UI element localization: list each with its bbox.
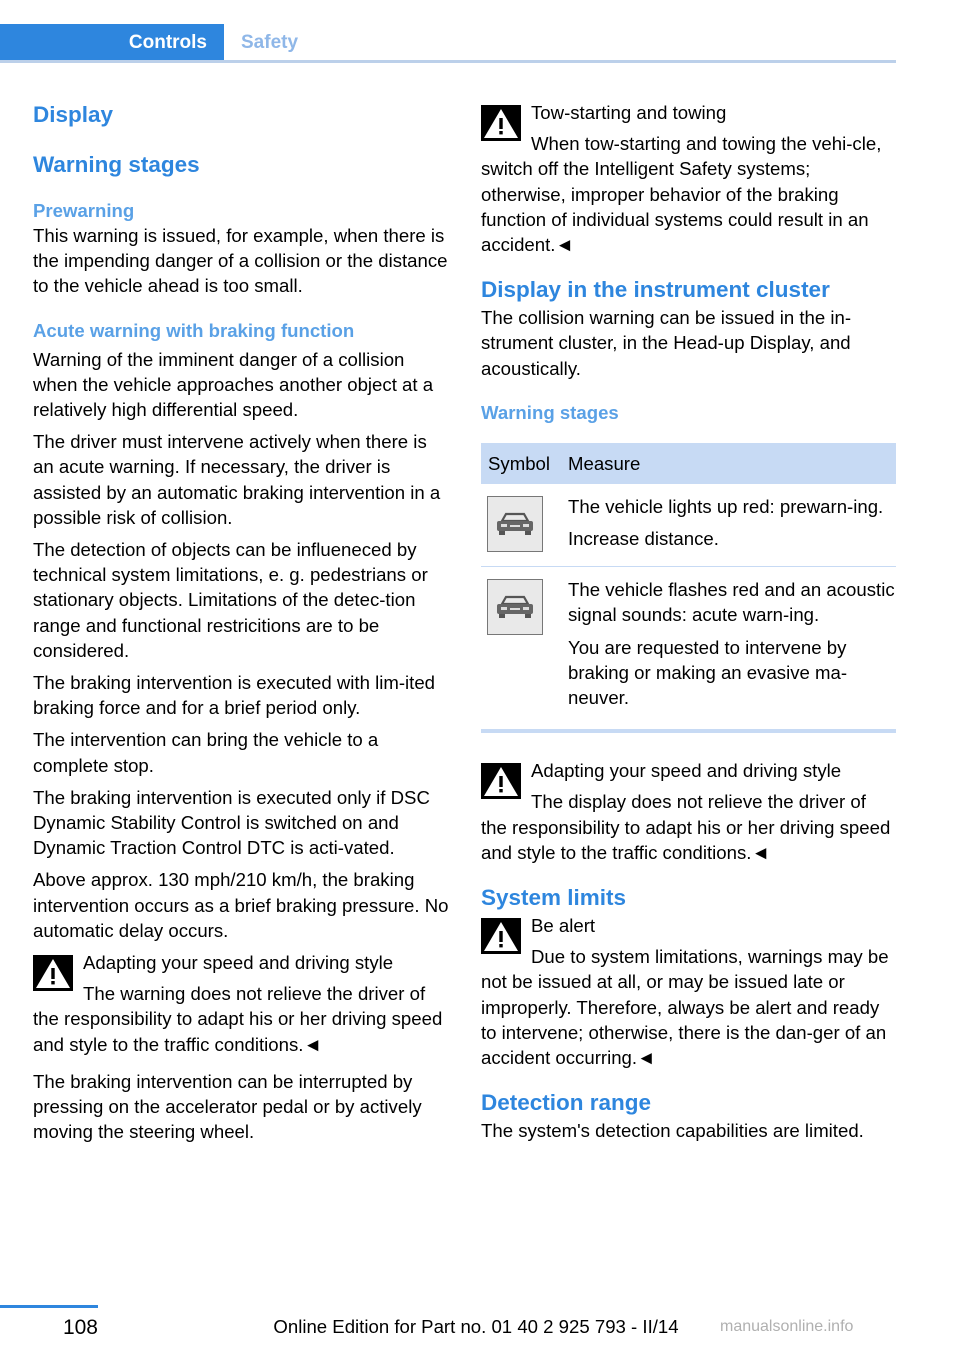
warning-box [481, 100, 896, 257]
warning-title: Adapting your speed and driving style [83, 952, 394, 974]
tab-controls[interactable] [0, 24, 224, 62]
warning-text: The display does not relieve the driver of the responsibility to adapt his or her driving speed and style to the traffic conditions.◄ [481, 791, 891, 863]
warning-text: Due to system limitations, warnings may be not be issued at all, or may be issued late or improperly. Therefore, always be alert and ready to intervene; otherwise, there is the dan‐ger of an accident occurring.◄ [481, 946, 889, 1069]
column-header-measure: Measure [568, 452, 641, 474]
heading-warning-stages: Warning stages [33, 152, 200, 177]
measure-text: Increase distance. [568, 528, 719, 550]
warning-text: When tow-starting and towing the vehi‐cle, switch off the Intelligent Safety systems; otherwise, improper behavior of the braking function of individual systems could result in an accident.◄ [481, 133, 882, 256]
paragraph: The braking intervention is executed only if DSC Dynamic Stability Control is switched on and Dynamic Traction Control DTC is acti‐vated. [33, 786, 430, 859]
table-header [481, 443, 896, 484]
page-number: 108 [62, 1316, 98, 1339]
warning-title: Tow-starting and towing [531, 102, 727, 123]
warning-triangle-icon [481, 763, 521, 799]
warning-box [481, 913, 896, 1070]
heading-prewarning: Prewarning [33, 200, 135, 221]
left-column [33, 100, 449, 1152]
paragraph: The braking intervention is executed with lim‐ited braking force and for a brief period only. [33, 672, 436, 719]
table-row [481, 484, 896, 567]
tab-controls-label: Controls [128, 32, 207, 53]
vehicle-icon [487, 496, 543, 552]
footer-rule [0, 1305, 98, 1308]
right-column [481, 100, 896, 1150]
warning-stages-table [481, 443, 896, 733]
warning-triangle-icon [481, 918, 521, 954]
paragraph: Above approx. 130 mph/210 km/h, the braking intervention occurs as a brief braking pressure. No automatic delay occurs. [33, 869, 449, 941]
edition-line: Online Edition for Part no. 01 40 2 925 793 - II/14 [273, 1316, 679, 1337]
paragraph-cluster: The collision warning can be issued in the in‐strument cluster, in the Head-up Display, and acoustically. [481, 307, 852, 379]
measure-text: The vehicle flashes red and an acoustic signal sounds: acute warn‐ing. [568, 579, 895, 626]
heading-detection-range: Detection range [481, 1090, 652, 1116]
tab-safety[interactable] [224, 24, 334, 62]
warning-box [481, 758, 896, 865]
measure-text: The vehicle lights up red: prewarn‐ing. [568, 495, 884, 517]
paragraph: Warning of the imminent danger of a collision when the vehicle approaches another object at a relatively high differential speed. [33, 348, 434, 421]
measure-text: You are requested to intervene by braking or making an evasive ma‐neuver. [568, 636, 848, 709]
heading-warning-stages-right: Warning stages [481, 401, 619, 423]
measure-cell [568, 577, 896, 717]
column-header-symbol: Symbol [488, 452, 551, 474]
paragraph: The braking intervention can be interrupted by pressing on the accelerator pedal or by actively moving the steering wheel. [33, 1070, 422, 1143]
warning-box [33, 950, 449, 1057]
vehicle-icon [487, 579, 543, 635]
paragraph-detection: The system's detection capabilities are limited. [481, 1120, 864, 1142]
heading-display-cluster: Display in the instrument cluster [481, 277, 830, 303]
watermark: manualsonline.info [720, 1318, 854, 1335]
table-row [481, 567, 896, 733]
warning-title: Adapting your speed and driving style [531, 760, 842, 782]
symbol-cell [481, 494, 568, 558]
paragraph: The driver must intervene actively when there is an acute warning. If necessary, the driver is assisted by an automatic braking intervention in a possible risk of collision. [33, 431, 441, 528]
paragraph: The intervention can bring the vehicle to a complete stop. [33, 729, 379, 776]
warning-triangle-icon [481, 105, 521, 141]
symbol-cell [481, 577, 568, 717]
warning-triangle-icon [33, 955, 73, 991]
warning-text: The warning does not relieve the driver of the responsibility to adapt his or her driving speed and style to the traffic conditions.◄ [33, 983, 443, 1055]
warning-title: Be alert [531, 915, 596, 937]
tab-safety-label: Safety [241, 32, 299, 53]
paragraph: The detection of objects can be influeneced by technical system limitations, e. g. pedestrians or stationary objects. Limitations of the detec‐tion range and functional restricitions are to be considered. [33, 539, 428, 661]
measure-cell [568, 494, 896, 558]
heading-system-limits: System limits [481, 885, 627, 911]
heading-acute-warning: Acute warning with braking function [33, 319, 355, 341]
heading-display: Display [33, 102, 114, 127]
header-divider [0, 60, 896, 63]
paragraph-prewarning: This warning is issued, for example, when there is the impending danger of a collision or the distance to the vehicle ahead is too small. [33, 225, 448, 297]
